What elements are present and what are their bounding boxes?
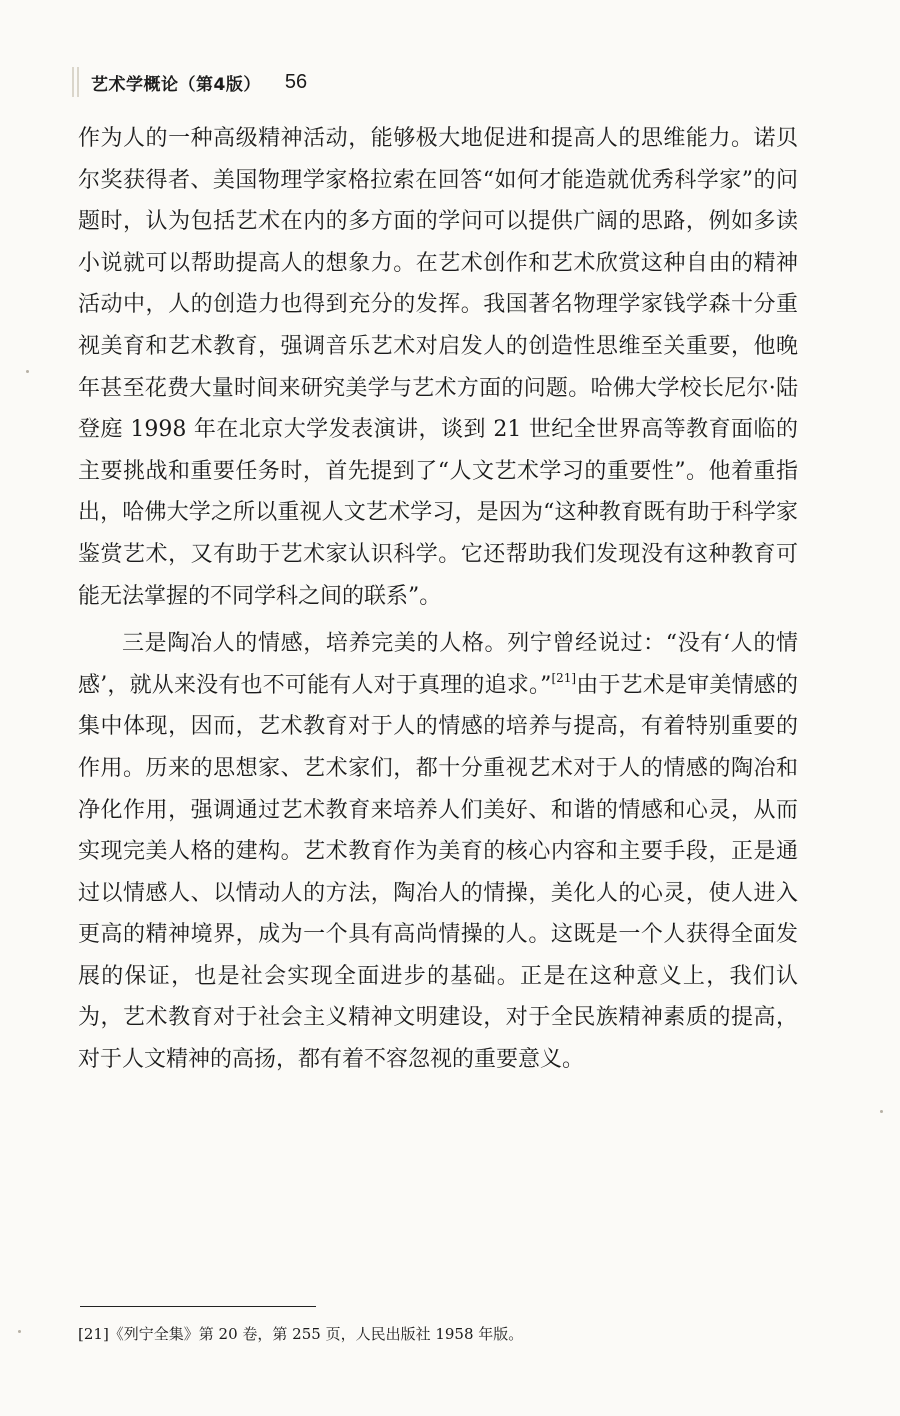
footnote: [21]《列宁全集》第 20 卷，第 255 页，人民出版社 1958 年版。 [78,1325,524,1343]
paper-speck [26,370,29,373]
footnote-divider [80,1306,316,1307]
book-title: 艺术学概论（第4版） [91,74,261,95]
body-text [78,118,798,1087]
paragraph-continued: 作为人的一种高级精神活动，能够极大地促进和提高人的思维能力。诺贝尔奖获得者、美国物理学家格拉索在回答“如何才能造就优秀科学家”的问题时，认为包括艺术在内的多方面的学问可以提供广阔的思路，例如多读小说就可以帮助提高人的想象力。在艺术创作和艺术欣赏这种自由的精神活动中，人的创造力也得到充分的发挥。我国著名物理学家钱学森十分重视美育和艺术教育，强调音乐艺术对启发人的创造性思维至关重要，他晚年甚至花费大量时间来研究美学与艺术方面的问题。哈佛大学校长尼尔·陆登庭 1998 年在北京大学发表演讲，谈到 21 世纪全世界高等教育面临的主要挑战和重要任务时，首先提到了“人文艺术学习的重要性”。他着重指出，哈佛大学之所以重视人文艺术学习，是因为“这种教育既有助于科学家鉴赏艺术，又有助于艺术家认识科学。它还帮助我们发现没有这种教育可能无法掌握的不同学科之间的联系”。 [78,126,798,609]
page-number: 56 [284,70,308,93]
paragraph-text-after-ref: 由于艺术是审美情感的集中体现，因而，艺术教育对于人的情感的培养与提高，有着特别重要的作用。历来的思想家、艺术家们，都十分重视艺术对于人的情感的陶冶和净化作用，强调通过艺术教育来培养人们美好、和谐的情感和心灵，从而实现完美人格的建构。艺术教育作为美育的核心内容和主要手段，正是通过以情感人、以情动人的方法，陶冶人的情操，美化人的心灵，使人进入更高的精神境界，成为一个具有高尚情操的人。这既是一个人获得全面发展的保证，也是社会实现全面进步的基础。正是在这种意义上，我们认为，艺术教育对于社会主义精神文明建设，对于全民族精神素质的提高，对于人文精神的高扬，都有着不容忽视的重要意义。 [78,672,798,1073]
running-header [72,62,307,102]
footnote-reference: [21] [551,670,577,685]
paragraph-emotion [78,623,798,1081]
paper-speck [880,1110,883,1113]
paper-speck [18,1330,21,1333]
header-ornament [72,67,79,97]
paragraph-text-before-ref: 三是陶冶人的情感，培养完美的人格。列宁曾经说过：“没有‘人的情感’，就从来没有也不可能有人对于真理的追求。” [78,631,798,698]
